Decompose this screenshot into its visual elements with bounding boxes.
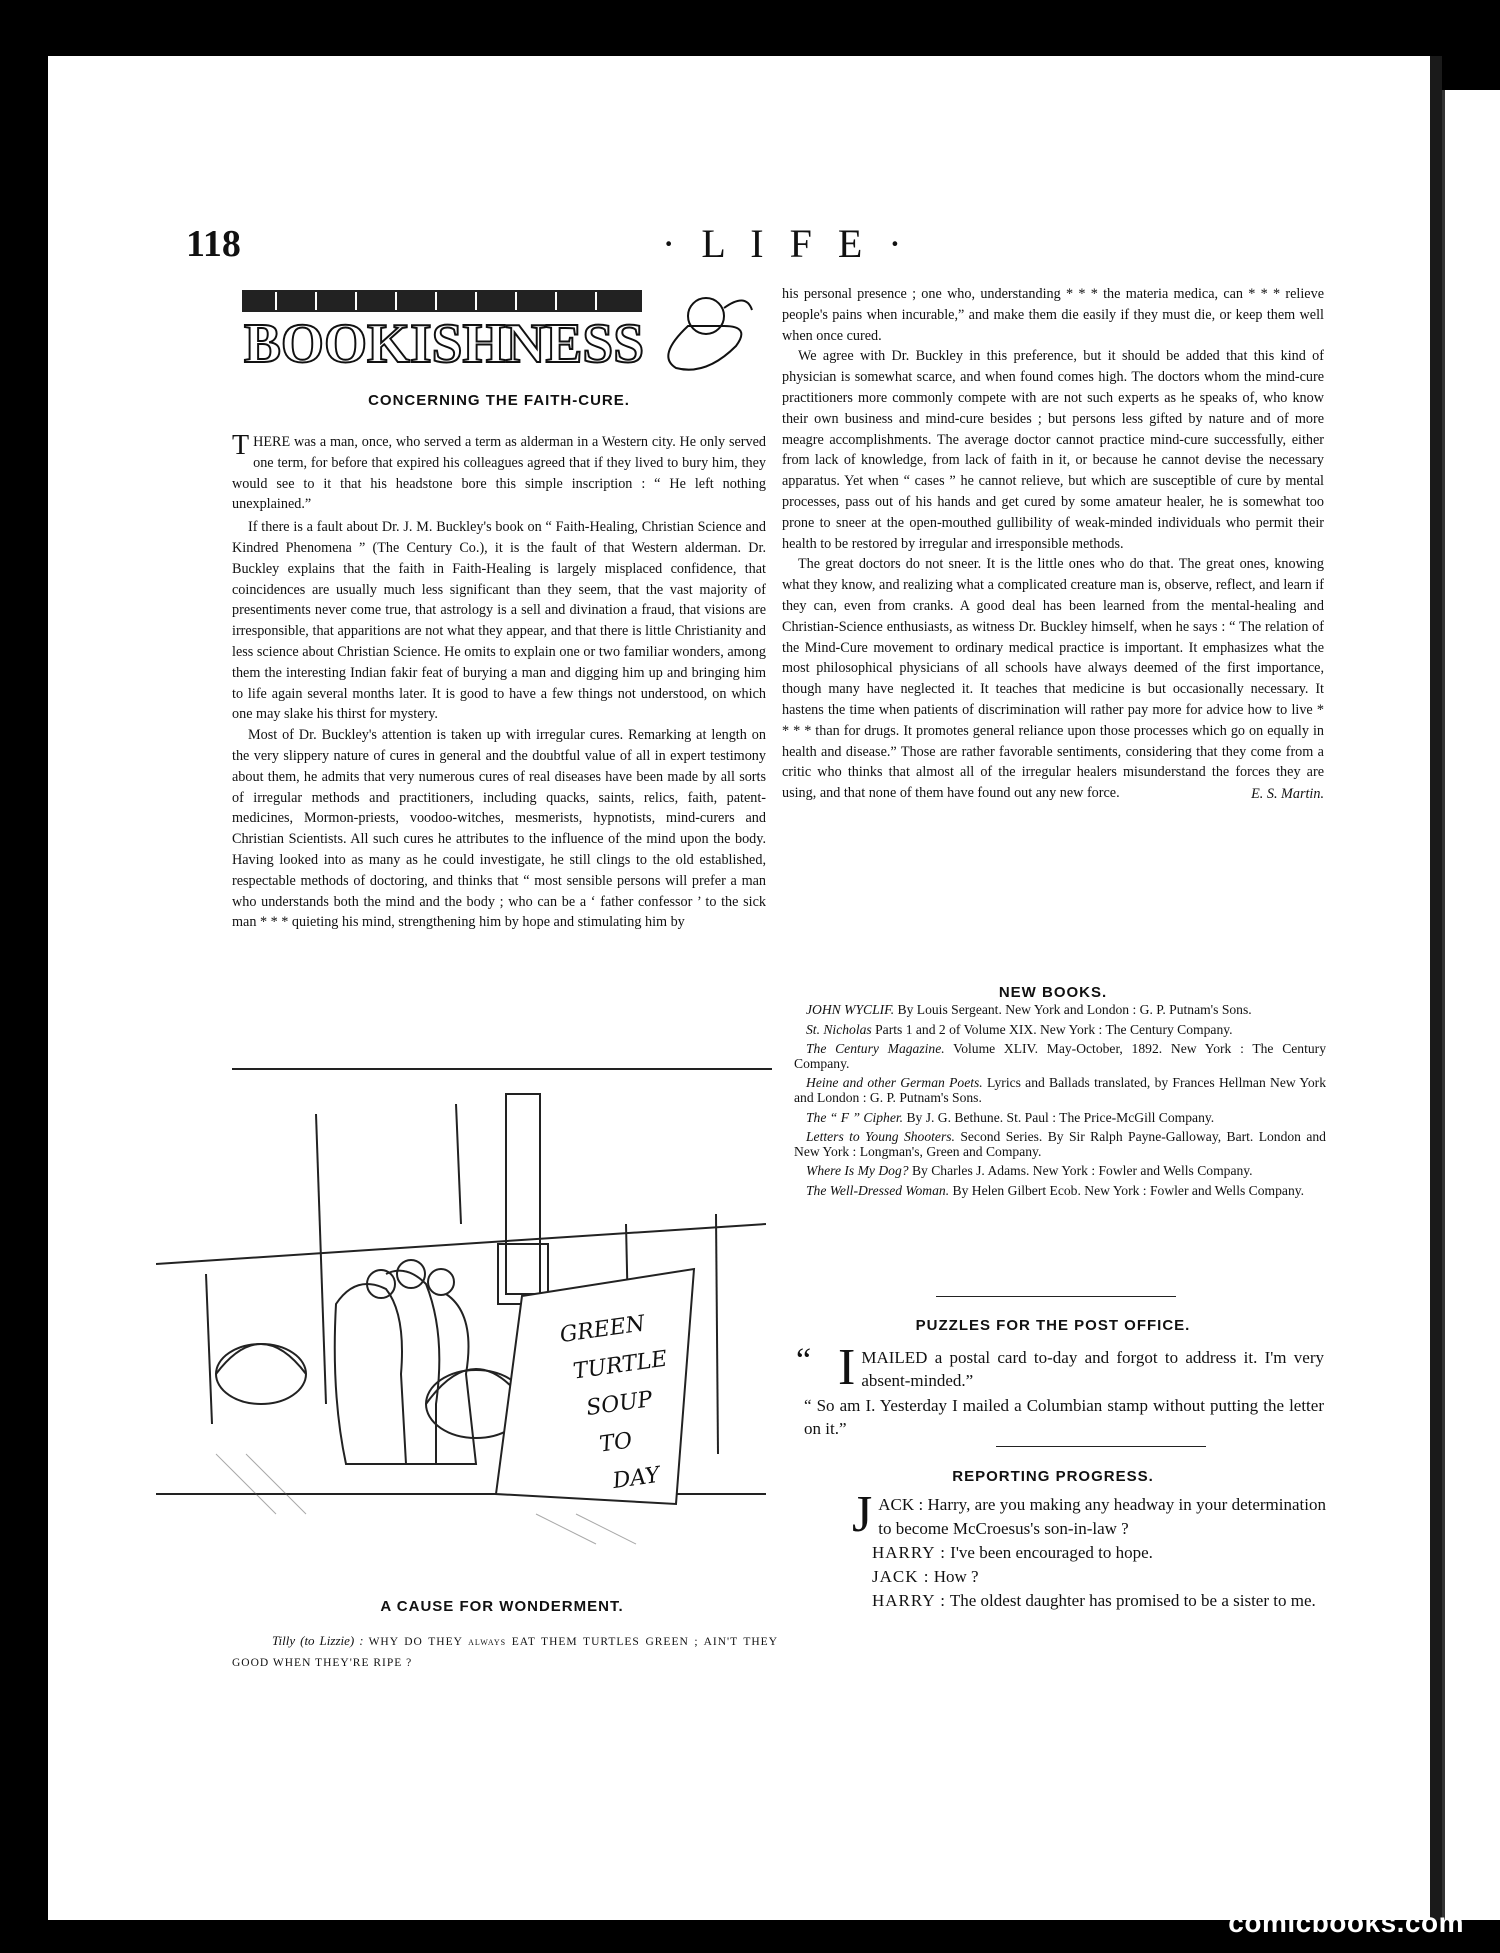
faith-cure-paragraph-5: We agree with Dr. Buckley in this preference, but it should be added that this kind of physician is somewhat scarce, and when found comes high. The doctors whom the mind-cure practitioners more commonly compete with are not such experts as he speaks of, who know their own business and mind-cure besides ; but persons less gifted by nature and of more meagre accomplishments. The average doctor cannot practice mind-cure successfully, either from lack of knowledge, from lack of faith in it, or because he cannot devise the necessary apparatus. Yet when “ cases ” he cannot relieve, but which are susceptible of cure by mental processes, pass out of his hands and get cured by some amateur healer, he is somewhat too prone to sneer at the open-mouthed gullibility of weak-minded individuals who permit their health to be restored by irregular and irresponsible methods. (782, 348, 1324, 552)
faith-cure-paragraph-6: The great doctors do not sneer. It is the little ones who do that. The great ones, knowing what they know, and realizing what a complicated creature man is, observe, reflect, and learn if they can, even from cranks. A good deal has been learned from the mental-healing and Christian-Science enthusiasts, as witness Dr. Buckley himself, when he says : “ The relation of the Mind-Cure movement to ordinary medical practice is important. It emphasizes what the most philosophical physicians of all schools have always deemed of the first importance, though many have neglected it. It teaches that medicine is but occasionally necessary. It hastens the time when patients of discrimination will rather pay more for advice how to live * * * * than for drugs. It promotes general reliance upon those processes which go on equally in health and disease.” Those are rather favorable sentiments, considering that they come from a critic who thinks that almost all of the irregular healers misunderstand the forces they are using, and that none of them have found out any new force. (782, 556, 1324, 802)
divider-rule (936, 1296, 1176, 1297)
page-gutter (1430, 56, 1442, 1920)
cartoon-title: A CAUSE FOR WONDERMENT. (380, 1598, 624, 1615)
book-title: JOHN WYCLIF. (806, 1002, 895, 1017)
book-title: The Well-Dressed Woman. (806, 1182, 950, 1198)
banner-lettering: BOOKISHNESS (244, 313, 644, 374)
sign-line: TO (597, 1428, 634, 1458)
cartoon-caption (232, 1631, 778, 1673)
faith-cure-heading: CONCERNING THE FAITH-CURE. (368, 392, 630, 409)
book-details: Parts 1 and 2 of Volume XIX. New York : The Century Company. (871, 1021, 1233, 1037)
page-number: 118 (186, 223, 241, 265)
book-entry (794, 1076, 1326, 1105)
caption-quote: WHY DO THEY always EAT THEM TURTLES GREEN ; AIN'T THEY GOOD WHEN THEY'RE RIPE ? (232, 1636, 778, 1669)
book-details: Volume XLIV. May-October, 1892. New York : The Century Company. (794, 1041, 1326, 1071)
sign-line: TURTLE (571, 1346, 669, 1385)
faith-cure-paragraph-2: If there is a fault about Dr. J. M. Buckley's book on “ Faith-Healing, Christian Science and Kindred Phenomena ” (The Century Co.), it is the fault of that Western alderman. Dr. Buckley explains that the faith in Faith-Healing is largely misplaced confidence, that coincidences are usually much less significant than they seem, that the vast majority of presentiments never come true, that astrology is a sell and divination a fraud, that visions are irresponsible, that apparitions are not what they appear, and that there is little Christianity and less science about Christian Science. He omits to explain one or two familiar wonders, among them the interesting Indian fakir feat of burying a man and digging him up and bringing him to life again several months later. It is good to have a few things not understood, on which one may slake his thirst for mystery. (232, 519, 766, 723)
caption-speaker: Tilly (to Lizzie) : (272, 1633, 364, 1648)
progress-line-4: The oldest daughter has promised to be a sister to me. (949, 1591, 1316, 1610)
book-entry (794, 1042, 1326, 1071)
progress-line-3: How ? (933, 1567, 979, 1586)
faith-cure-paragraph-4: his personal presence ; one who, understanding * * * the materia medica, can * * * relieve people's pains when incurable,” and make them die easily if they must die, or keep them well when once cured. (782, 286, 1324, 344)
speaker-harry: HARRY : (872, 1591, 946, 1610)
sign-lettering (558, 1296, 733, 1505)
sign-line: DAY (611, 1462, 662, 1495)
next-page-edge (1442, 90, 1500, 1920)
faith-cure-column-right (782, 284, 1324, 805)
site-watermark: comicbooks.com (1228, 1907, 1464, 1938)
book-title: The Century Magazine. (806, 1041, 945, 1057)
book-entry (794, 1003, 1326, 1018)
speaker-harry: HARRY : (872, 1543, 946, 1562)
author-signature: E. S. Martin. (1251, 785, 1324, 802)
new-books-list (794, 1003, 1326, 1204)
faith-cure-column-left (232, 432, 766, 933)
book-entry (794, 1130, 1326, 1159)
sign-line: SOUP (584, 1387, 655, 1422)
progress-heading: REPORTING PROGRESS. (952, 1468, 1154, 1485)
book-title: Where Is My Dog? (806, 1163, 909, 1179)
book-details: By Helen Gilbert Ecob. New York : Fowler and Wells Company. (949, 1182, 1305, 1198)
book-details: Lyrics and Ballads translated, by Frances Hellman New York and London : G. P. Putnam's Sons. (794, 1075, 1326, 1105)
masthead-title: · L I F E · (662, 221, 910, 266)
book-entry (794, 1111, 1326, 1126)
divider-rule (996, 1446, 1206, 1447)
faith-cure-paragraph-1: HERE was a man, once, who served a term as alderman in a Western city. He only served one term, for before that expired his colleagues agreed that if they lived to bury him, they would see to it that his headstone bore this simple inscription : “ He left nothing unexplained.” (232, 434, 766, 513)
book-details: Second Series. By Sir Ralph Payne-Galloway, Bart. London and New York : Longman's, Green and Company. (794, 1129, 1326, 1159)
puzzles-text (796, 1339, 1324, 1440)
puzzles-heading: PUZZLES FOR THE POST OFFICE. (915, 1317, 1191, 1334)
progress-dialogue (852, 1486, 1326, 1613)
book-details: By Louis Sergeant. New York and London : G. P. Putnam's Sons. (894, 1002, 1252, 1017)
speaker-jack: JACK : (872, 1567, 930, 1586)
book-entry (794, 1023, 1326, 1038)
progress-line-1: ACK : Harry, are you making any headway in your determination to become McCroesus's son-in-law ? (878, 1495, 1326, 1538)
puzzles-dropcap: I (838, 1339, 856, 1396)
faith-cure-paragraph-3: Most of Dr. Buckley's attention is taken up with irregular cures. Remarking at length on the very slippery nature of cures in general and the doubtful value of all in expert testimony about them, he admits that very numerous cures of real diseases have been made by all sorts of irregular methods and practitioners, including quacks, saints, relics, faith, patent-medicines, Mormon-priests, voodoo-witches, mesmerists, hypnotists, mind-curers and Christian Scientists. All such cures he attributes to the influence of the mind upon the body. Having looked into as many as he could investigate, he still clings to the old established, respectable methods of doctoring, and thinks that “ most sensible persons will prefer a man who understands both the mind and the body ; who can be a ‘ father confessor ’ to the sick man * * * quieting his mind, strengthening him by hope and stimulating him by (232, 727, 766, 931)
progress-dropcap: J (852, 1486, 873, 1543)
bookishness-banner (236, 286, 756, 374)
cartoon-top-rule (232, 1068, 772, 1070)
book-title: The “ F ” Cipher. (806, 1109, 904, 1125)
book-title: St. Nicholas (806, 1021, 872, 1037)
faith-cure-dropcap: T (232, 430, 250, 461)
puzzles-line-1: MAILED a postal card to-day and forgot to address it. I'm very absent-minded.” (861, 1348, 1324, 1390)
open-quote: “ (796, 1342, 812, 1379)
book-title: Letters to Young Shooters. (806, 1129, 955, 1145)
sign-line: GREEN (558, 1311, 647, 1349)
book-details: By Charles J. Adams. New York : Fowler and Wells Company. (908, 1163, 1253, 1179)
book-title: Heine and other German Poets. (806, 1075, 983, 1091)
new-books-heading: NEW BOOKS. (998, 984, 1108, 1001)
progress-line-2: I've been encouraged to hope. (950, 1543, 1153, 1562)
puzzles-line-2: “ So am I. Yesterday I mailed a Columbian stamp without putting the letter on it.” (804, 1396, 1324, 1438)
book-entry (794, 1164, 1326, 1179)
book-details: By J. G. Bethune. St. Paul : The Price-McGill Company. (903, 1109, 1215, 1125)
book-entry (794, 1184, 1326, 1199)
